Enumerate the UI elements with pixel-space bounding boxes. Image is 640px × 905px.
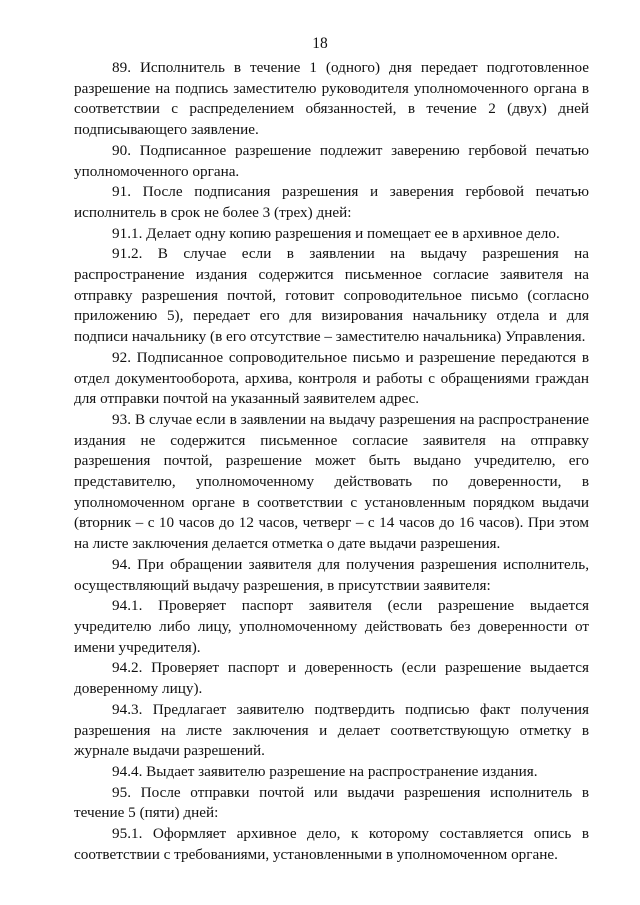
paragraph-94-2: 94.2. Проверяет паспорт и доверенность (если разрешение выдается доверенному лицу). bbox=[74, 659, 589, 698]
paragraph-91-1: 91.1. Делает одну копию разрешения и помещает ее в архивное дело. bbox=[112, 224, 560, 242]
paragraph-94-4: 94.4. Выдает заявителю разрешение на распространение издания. bbox=[112, 762, 538, 780]
paragraph-93: 93. В случае если в заявлении на выдачу разрешения на распространение издания не содержится письменное согласие заявителя на отправку разрешения почтой, разрешение может быть выдано учредителю, его представителю, уполномоченному действовать по доверенности, в уполномоченном органе в соответствии с установленным порядком выдачи (вторник – с 10 часов до 12 часов, четверг – с 14 часов до 16 часов). При этом на листе заключения делается отметка о дате выдачи разрешения. bbox=[74, 410, 589, 553]
paragraph-91: 91. После подписания разрешения и заверения гербовой печатью исполнитель в срок не более 3 (трех) дней: bbox=[74, 183, 589, 221]
paragraph-91-2: 91.2. В случае если в заявлении на выдачу разрешения на распространение издания содержится письменное согласие заявителя на отправку разрешения почтой, готовит сопроводительное письмо (согласно приложению 5), передает его для визирования начальнику отдела и для подписи начальнику (в его отсутствие – заместителю начальника) Управления. bbox=[74, 245, 589, 346]
paragraph-94: 94. При обращении заявителя для получения разрешения исполнитель, осуществляющий выдачу разрешения, в присутствии заявителя: bbox=[74, 555, 589, 594]
paragraph-94-3: 94.3. Предлагает заявителю подтвердить подписью факт получения разрешения на листе заключения и делает соответствующую отметку в журнале выдачи разрешений. bbox=[74, 700, 589, 760]
paragraph-95-1: 95.1. Оформляет архивное дело, к которому составляется опись в соответствии с требованиями, установленными в уполномоченном органе. bbox=[74, 825, 589, 863]
page-number: 18 bbox=[312, 35, 328, 52]
document-body bbox=[74, 58, 589, 865]
paragraph-90: 90. Подписанное разрешение подлежит заверению гербовой печатью уполномоченного органа. bbox=[74, 141, 589, 180]
paragraph-89: 89. Исполнитель в течение 1 (одного) дня передает подготовленное разрешение на подпись заместителю руководителя уполномоченного органа в соответствии с распределением обязанностей, в течение 2 (двух) дней подписывающего заявление. bbox=[74, 59, 589, 139]
paragraph-92: 92. Подписанное сопроводительное письмо и разрешение передаются в отдел документооборота, архива, контроля и работы с обращениями граждан для отправки почтой на указанный заявителем адрес. bbox=[74, 348, 589, 408]
paragraph-95: 95. После отправки почтой или выдачи разрешения исполнитель в течение 5 (пяти) дней: bbox=[74, 783, 589, 822]
paragraph-94-1: 94.1. Проверяет паспорт заявителя (если разрешение выдается учредителю либо лицу, уполномоченному действовать без доверенности от имени учредителя). bbox=[74, 597, 589, 656]
